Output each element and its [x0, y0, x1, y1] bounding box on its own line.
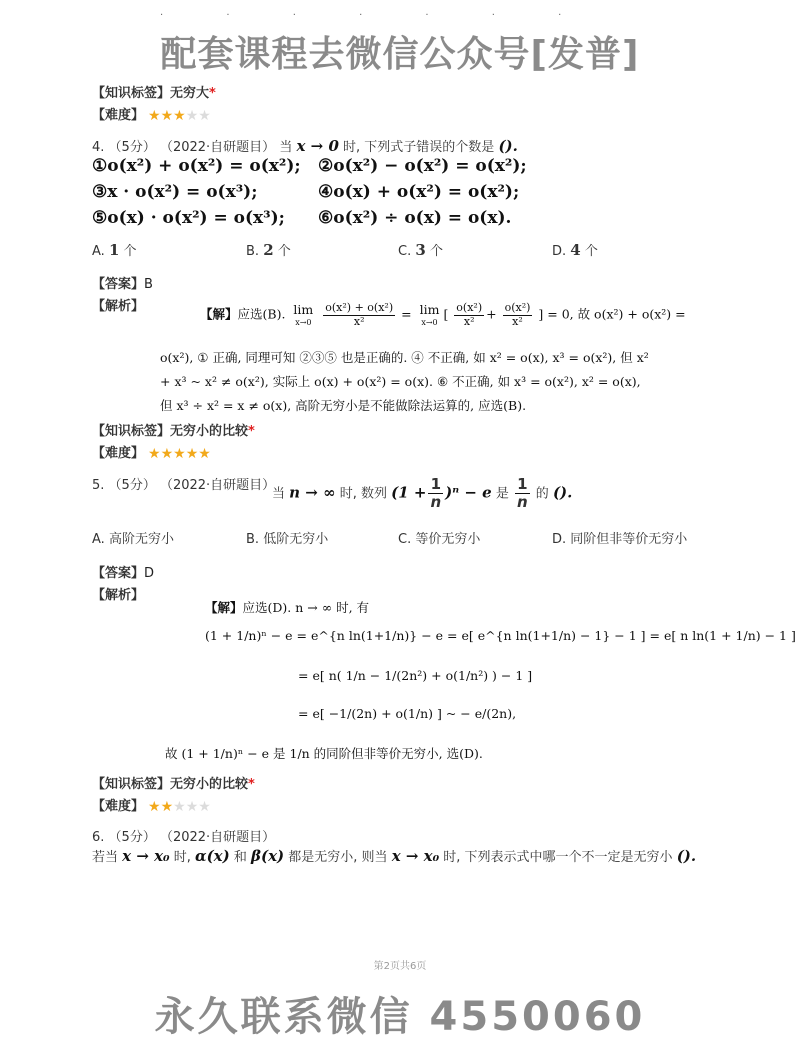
q4-option-c[interactable]: C. 3 个: [398, 241, 443, 259]
q5-option-b[interactable]: B. 低阶无穷小: [246, 532, 329, 547]
q4-item-1: ①o(x²) + o(x²) = o(x²);: [92, 156, 301, 176]
star-icon: ★: [173, 799, 186, 815]
star-rating: [148, 108, 211, 124]
difficulty-q3: 【难度】 ★★★★★: [92, 108, 211, 124]
star-icon: ★: [160, 799, 174, 815]
answer-q4: 【答案】B: [92, 277, 153, 292]
question-4-header: 4. （5分） （2022·自研题目） 当 x → 0 时, 下列式子错误的个数是 ().: [92, 137, 518, 155]
q4-solution-line-1: 【解】应选(B). lim x→0 $\frac{\text{o(x²) + o(x²)}}{\text{x²}}$ = lim x→0 [ $\frac{\text{o(x²)}}{\text{x²}}$ + $\frac{\text{o(x²)}}{\text{x²}}$ ] = 0, 故 o(x²) + o(x²) =: [200, 301, 686, 328]
question-5-stem: 当 n → ∞ 时, 数列 (1 + $\frac{1}{n}$ )ⁿ − e 是 $\frac{1}{n}$ 的 ().: [272, 475, 573, 512]
star-icon: ★: [185, 108, 199, 124]
q4-solution-line-3: + x³ ~ x² ≠ o(x²), 实际上 o(x) + o(x²) = o(x). ⑥ 不正确, 如 x³ = o(x²), x² = o(x),: [160, 374, 641, 389]
answer-q5: 【答案】D: [92, 566, 155, 581]
knowledge-tag-q5: 【知识标签】无穷小的比较*: [92, 777, 255, 792]
star-icon: ★: [173, 108, 186, 124]
star-icon: ★: [160, 108, 174, 124]
q5-option-a[interactable]: A. 高阶无穷小: [92, 532, 174, 547]
q5-solution-line-5: 故 (1 + 1/n)ⁿ − e 是 1/n 的同阶但非等价无穷小, 选(D).: [165, 746, 483, 761]
star-icon: ★: [185, 446, 199, 462]
q4-item-6: ⑥o(x²) ÷ o(x) = o(x).: [318, 208, 512, 228]
watermark-top: 配套课程去微信公众号[发普]: [160, 34, 640, 75]
star-icon: ★: [198, 108, 211, 124]
question-5-number: 5. （5分） （2022·自研题目）: [92, 478, 276, 493]
q4-item-2: ②o(x²) − o(x²) = o(x²);: [318, 156, 527, 176]
required-mark: *: [248, 424, 255, 439]
q5-solution-line-2: (1 + 1/n)ⁿ − e = e^{n ln(1+1/n)} − e = e[ e^{n ln(1+1/n) − 1} − 1 ] = e[ n ln(1 + 1/n) − 1 ]: [205, 628, 796, 643]
q4-option-d[interactable]: D. 4 个: [552, 241, 598, 259]
q4-item-3: ③x · o(x²) = o(x³);: [92, 182, 258, 202]
q4-item-4: ④o(x) + o(x²) = o(x²);: [318, 182, 520, 202]
star-rating: [148, 446, 211, 462]
star-rating: [148, 799, 211, 815]
q4-solution-line-4: 但 x³ ÷ x² = x ≠ o(x), 高阶无穷小是不能做除法运算的, 应选(B).: [160, 398, 527, 413]
star-icon: ★: [173, 446, 186, 462]
cropped-top-text: · · · · · · ·: [160, 10, 592, 21]
knowledge-tag-q3: 【知识标签】无穷大*: [92, 86, 216, 101]
q4-solution-line-2: o(x²), ① 正确, 同理可知 ②③⑤ 也是正确的. ④ 不正确, 如 x² = o(x), x³ = o(x²), 但 x²: [160, 350, 649, 365]
question-6-stem: 若当 x → x₀ 时, α(x) 和 β(x) 都是无穷小, 则当 x → x₀ 时, 下列表示式中哪一个不一定是无穷小 ().: [92, 847, 697, 865]
star-icon: ★: [160, 446, 174, 462]
star-icon: ★: [148, 799, 161, 815]
required-mark: *: [209, 86, 216, 101]
q5-solution-line-1: 【解】应选(D). n → ∞ 时, 有: [205, 600, 370, 615]
q4-item-5: ⑤o(x) · o(x²) = o(x³);: [92, 208, 285, 228]
analysis-label-q4: 【解析】: [92, 299, 145, 314]
analysis-label-q5: 【解析】: [92, 588, 145, 603]
q5-option-d[interactable]: D. 同阶但非等价无穷小: [552, 532, 688, 547]
q4-option-a[interactable]: A. 1 个: [92, 241, 137, 259]
star-icon: ★: [185, 799, 199, 815]
difficulty-q4: 【难度】 ★★★★★: [92, 446, 211, 462]
star-icon: ★: [198, 799, 211, 815]
q4-option-b[interactable]: B. 2 个: [246, 241, 291, 259]
star-icon: ★: [198, 446, 211, 462]
difficulty-q5: 【难度】 ★★★★★: [92, 799, 211, 815]
q5-solution-line-4: = e[ −1/(2n) + o(1/n) ] ~ − e/(2n),: [298, 706, 517, 721]
q5-solution-line-3: = e[ n( 1/n − 1/(2n²) + o(1/n²) ) − 1 ]: [298, 668, 533, 683]
question-6-number: 6. （5分） （2022·自研题目）: [92, 830, 276, 845]
star-icon: ★: [148, 446, 161, 462]
knowledge-tag-q4: 【知识标签】无穷小的比较*: [92, 424, 255, 439]
required-mark: *: [248, 777, 255, 792]
star-icon: ★: [148, 108, 161, 124]
q5-option-c[interactable]: C. 等价无穷小: [398, 532, 481, 547]
watermark-bottom: 永久联系微信 4550060: [154, 994, 646, 1040]
page-number: 第2页共6页: [373, 961, 427, 972]
